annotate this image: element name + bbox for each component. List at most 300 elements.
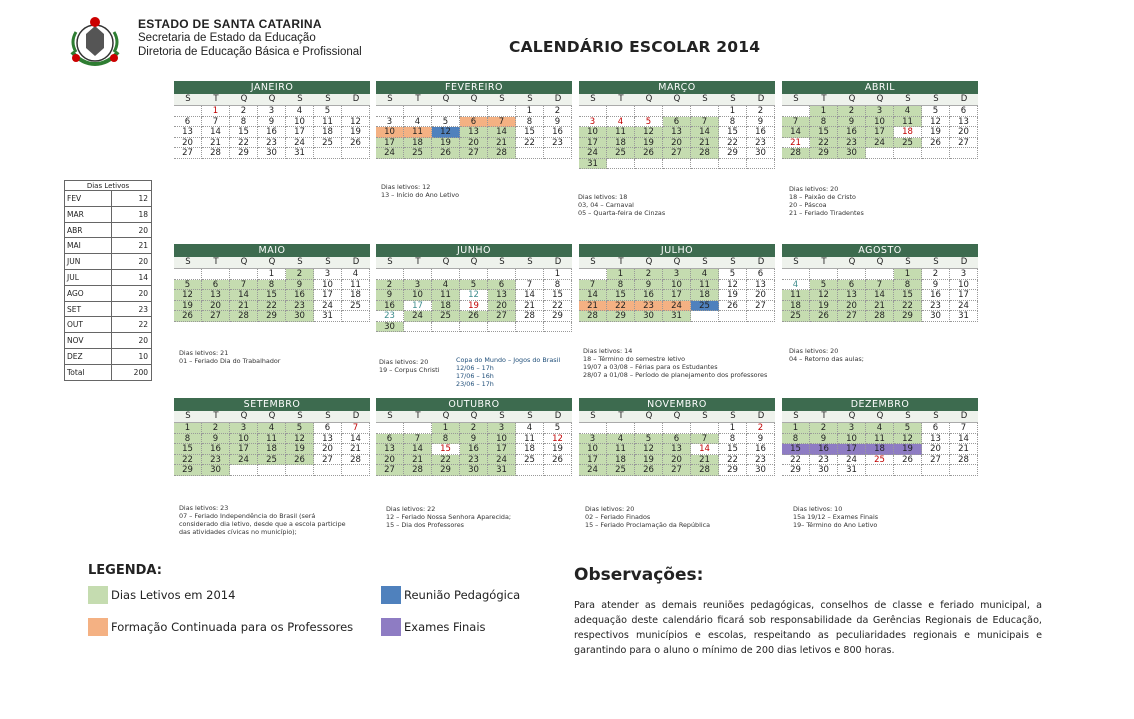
day-cell: 9 (922, 280, 950, 291)
day-cell: 8 (544, 280, 572, 291)
weekday-header (782, 257, 978, 269)
day-cell (404, 423, 432, 434)
day-cell: 31 (488, 465, 516, 476)
day-cell: 9 (258, 117, 286, 128)
dias-letivos-row (64, 348, 152, 365)
day-grid (782, 106, 978, 159)
day-cell: 29 (719, 465, 747, 476)
day-cell (516, 322, 544, 333)
day-cell: 4 (432, 280, 460, 291)
day-cell (719, 159, 747, 170)
day-cell (488, 269, 516, 280)
day-cell (516, 465, 544, 476)
day-cell: 25 (314, 138, 342, 149)
month-title (376, 81, 572, 94)
day-cell: 19 (432, 138, 460, 149)
month-title (376, 398, 572, 411)
day-cell: 31 (663, 311, 691, 322)
day-cell: 16 (202, 444, 230, 455)
weekday-header (376, 94, 572, 106)
day-cell: 26 (544, 455, 572, 466)
day-cell: 2 (922, 269, 950, 280)
day-cell: 13 (663, 127, 691, 138)
month-title (579, 81, 775, 94)
day-cell: 25 (894, 138, 922, 149)
day-cell: 27 (747, 301, 775, 312)
day-cell (202, 269, 230, 280)
weekday-label: Q (848, 257, 856, 267)
day-cell: 19 (174, 301, 202, 312)
day-cell: 8 (810, 117, 838, 128)
day-cell (258, 465, 286, 476)
day-cell: 6 (376, 434, 404, 445)
day-cell: 9 (747, 434, 775, 445)
dias-letivos-month: JUN (65, 254, 112, 269)
day-cell: 3 (488, 423, 516, 434)
dias-letivos-count: 10 (138, 351, 148, 361)
month-abril (782, 81, 978, 159)
day-cell: 20 (663, 138, 691, 149)
day-cell (579, 423, 607, 434)
day-cell (782, 269, 810, 280)
day-cell: 30 (258, 148, 286, 159)
weekday-label: D (960, 94, 968, 104)
day-cell: 28 (488, 148, 516, 159)
day-cell: 9 (544, 117, 572, 128)
day-cell (691, 106, 719, 117)
day-cell: 2 (747, 423, 775, 434)
weekday-header (579, 411, 775, 423)
day-cell: 22 (719, 455, 747, 466)
day-cell: 29 (258, 311, 286, 322)
day-grid (579, 423, 775, 476)
day-cell: 20 (950, 127, 978, 138)
day-cell: 25 (342, 301, 370, 312)
state-crest-icon (66, 12, 124, 70)
day-cell: 3 (866, 106, 894, 117)
month-julho (579, 244, 775, 322)
weekday-label: Q (240, 411, 248, 421)
day-cell: 17 (838, 444, 866, 455)
day-cell: 23 (747, 138, 775, 149)
day-cell: 31 (950, 311, 978, 322)
day-cell: 8 (607, 280, 635, 291)
weekday-label: S (499, 257, 505, 267)
month-name: JANEIRO (250, 82, 294, 93)
day-cell: 30 (838, 148, 866, 159)
day-cell (544, 322, 572, 333)
weekday-label: S (297, 411, 303, 421)
day-cell (286, 465, 314, 476)
day-cell (607, 423, 635, 434)
day-cell: 17 (314, 290, 342, 301)
day-cell: 6 (838, 280, 866, 291)
day-cell: 15 (894, 290, 922, 301)
day-cell: 30 (747, 465, 775, 476)
day-cell: 2 (635, 269, 663, 280)
day-cell: 9 (202, 434, 230, 445)
day-cell: 23 (810, 455, 838, 466)
day-cell: 12 (342, 117, 370, 128)
day-cell: 6 (488, 280, 516, 291)
day-cell: 12 (810, 290, 838, 301)
day-cell: 14 (516, 290, 544, 301)
month-title (174, 244, 370, 257)
day-cell: 3 (258, 106, 286, 117)
weekday-header (782, 94, 978, 106)
day-cell: 26 (432, 148, 460, 159)
legend (88, 563, 162, 578)
day-cell: 1 (719, 106, 747, 117)
month-name: MAIO (258, 245, 286, 256)
month-outubro (376, 398, 572, 476)
day-cell: 27 (488, 311, 516, 322)
day-cell: 28 (202, 148, 230, 159)
weekday-label: S (527, 94, 533, 104)
weekday-label: T (213, 257, 219, 267)
month-agosto (782, 244, 978, 322)
day-cell: 1 (719, 423, 747, 434)
day-cell: 25 (607, 148, 635, 159)
day-cell (342, 465, 370, 476)
day-grid (376, 423, 572, 476)
dias-letivos-month: ABR (65, 223, 112, 238)
day-cell: 14 (691, 127, 719, 138)
day-cell (635, 106, 663, 117)
legend-item-formacao (88, 618, 353, 636)
dias-letivos-count: 20 (138, 336, 148, 346)
weekday-label: S (499, 411, 505, 421)
day-cell: 10 (404, 290, 432, 301)
day-cell: 26 (635, 148, 663, 159)
day-cell: 12 (922, 117, 950, 128)
day-cell (376, 106, 404, 117)
day-cell: 5 (460, 280, 488, 291)
month-name: ABRIL (864, 82, 896, 93)
day-cell (922, 148, 950, 159)
day-cell (922, 465, 950, 476)
day-cell: 26 (719, 301, 747, 312)
weekday-label: S (793, 411, 799, 421)
dias-letivos-count: 21 (138, 241, 148, 251)
day-cell: 24 (663, 301, 691, 312)
header (138, 17, 362, 59)
weekday-label: S (527, 257, 533, 267)
day-cell: 15 (719, 444, 747, 455)
weekday-label: S (297, 94, 303, 104)
weekday-label: S (905, 411, 911, 421)
day-cell: 23 (635, 301, 663, 312)
day-cell: 10 (866, 117, 894, 128)
day-cell: 10 (579, 444, 607, 455)
state-name: ESTADO DE SANTA CATARINA (138, 17, 322, 31)
day-cell: 4 (516, 423, 544, 434)
day-cell: 5 (894, 423, 922, 434)
day-cell: 24 (286, 138, 314, 149)
day-cell: 4 (404, 117, 432, 128)
day-cell: 23 (922, 301, 950, 312)
weekday-label: S (387, 257, 393, 267)
day-cell: 14 (866, 290, 894, 301)
day-grid (782, 269, 978, 322)
day-cell (579, 106, 607, 117)
day-cell (432, 322, 460, 333)
day-cell: 29 (810, 148, 838, 159)
day-cell: 4 (258, 423, 286, 434)
day-cell: 22 (607, 301, 635, 312)
day-cell: 30 (460, 465, 488, 476)
day-cell (376, 269, 404, 280)
day-cell: 7 (691, 117, 719, 128)
dias-letivos-month: OUT (65, 317, 112, 332)
month-notes: Dias letivos: 20 19 – Corpus Christi (379, 358, 440, 374)
day-cell: 3 (376, 117, 404, 128)
day-grid (579, 269, 775, 322)
day-cell: 15 (782, 444, 810, 455)
weekday-label: S (702, 94, 708, 104)
dias-letivos-row (64, 285, 152, 302)
day-cell (607, 159, 635, 170)
day-cell: 6 (663, 117, 691, 128)
weekday-label: S (793, 94, 799, 104)
day-cell: 28 (404, 465, 432, 476)
month-name: FEVEREIRO (445, 82, 503, 93)
day-cell: 14 (404, 444, 432, 455)
day-cell: 11 (894, 117, 922, 128)
day-cell: 20 (747, 290, 775, 301)
weekday-label: Q (268, 411, 276, 421)
day-cell: 12 (719, 280, 747, 291)
day-cell: 28 (579, 311, 607, 322)
day-cell: 8 (432, 434, 460, 445)
day-cell: 17 (488, 444, 516, 455)
day-cell: 9 (635, 280, 663, 291)
day-cell: 19 (635, 138, 663, 149)
day-cell: 6 (174, 117, 202, 128)
month-title (782, 244, 978, 257)
weekday-header (174, 411, 370, 423)
day-cell: 10 (488, 434, 516, 445)
day-cell: 13 (202, 290, 230, 301)
day-cell: 12 (460, 290, 488, 301)
day-cell: 22 (432, 455, 460, 466)
legend-item-reuniao (381, 586, 520, 604)
legend-swatch (381, 586, 401, 604)
day-cell: 14 (950, 434, 978, 445)
day-cell: 7 (342, 423, 370, 434)
month-notes: Dias letivos: 20 02 – Feriado Finados 15 – Feriado Proclamação da República (585, 505, 711, 529)
month-janeiro (174, 81, 370, 159)
day-cell: 26 (810, 311, 838, 322)
weekday-label: Q (442, 257, 450, 267)
day-cell: 2 (202, 423, 230, 434)
dias-letivos-row (64, 269, 152, 286)
weekday-label: T (213, 411, 219, 421)
day-cell: 15 (544, 290, 572, 301)
day-cell (342, 106, 370, 117)
weekday-label: D (554, 94, 562, 104)
day-cell: 11 (607, 444, 635, 455)
month-junho (376, 244, 572, 332)
day-cell: 16 (258, 127, 286, 138)
weekday-label: Q (876, 257, 884, 267)
day-cell: 5 (286, 423, 314, 434)
weekday-header (782, 411, 978, 423)
day-cell: 3 (950, 269, 978, 280)
day-cell: 27 (838, 311, 866, 322)
weekday-label: S (730, 411, 736, 421)
dias-letivos-count: 14 (138, 272, 148, 282)
weekday-label: S (590, 257, 596, 267)
day-cell: 8 (719, 434, 747, 445)
day-cell: 21 (230, 301, 258, 312)
weekday-label: S (933, 94, 939, 104)
day-cell: 20 (922, 444, 950, 455)
month-title (174, 398, 370, 411)
day-cell: 18 (691, 290, 719, 301)
day-cell: 7 (691, 434, 719, 445)
day-cell: 28 (516, 311, 544, 322)
weekday-label: Q (470, 257, 478, 267)
weekday-label: S (527, 411, 533, 421)
day-cell: 1 (432, 423, 460, 434)
day-cell: 1 (258, 269, 286, 280)
weekday-header (376, 411, 572, 423)
day-cell: 15 (432, 444, 460, 455)
day-cell: 10 (230, 434, 258, 445)
weekday-label: S (702, 257, 708, 267)
day-cell: 15 (516, 127, 544, 138)
day-cell (579, 269, 607, 280)
weekday-label: T (415, 94, 421, 104)
day-cell: 28 (342, 455, 370, 466)
day-cell: 17 (230, 444, 258, 455)
day-cell (782, 106, 810, 117)
day-cell: 23 (460, 455, 488, 466)
day-cell (663, 423, 691, 434)
day-cell (432, 106, 460, 117)
day-cell: 12 (174, 290, 202, 301)
weekday-label: Q (876, 411, 884, 421)
day-cell: 19 (810, 301, 838, 312)
day-cell: 23 (258, 138, 286, 149)
day-cell: 12 (432, 127, 460, 138)
day-cell: 26 (174, 311, 202, 322)
day-cell: 15 (230, 127, 258, 138)
legend-label: Exames Finais (404, 620, 486, 634)
day-cell: 1 (544, 269, 572, 280)
day-cell: 18 (607, 138, 635, 149)
day-cell: 19 (635, 455, 663, 466)
month-title (579, 244, 775, 257)
day-cell: 23 (376, 311, 404, 322)
day-cell: 19 (460, 301, 488, 312)
day-cell: 9 (460, 434, 488, 445)
day-cell (950, 148, 978, 159)
day-cell: 18 (432, 301, 460, 312)
day-cell: 22 (894, 301, 922, 312)
day-cell: 17 (950, 290, 978, 301)
day-cell: 28 (691, 465, 719, 476)
day-cell: 21 (782, 138, 810, 149)
day-cell: 18 (607, 455, 635, 466)
day-cell: 26 (922, 138, 950, 149)
dias-letivos-table (64, 180, 152, 381)
day-cell: 31 (579, 159, 607, 170)
weekday-label: Q (240, 257, 248, 267)
day-cell (838, 269, 866, 280)
day-cell: 4 (782, 280, 810, 291)
weekday-label: Q (645, 257, 653, 267)
day-cell: 10 (286, 117, 314, 128)
day-cell: 20 (488, 301, 516, 312)
day-cell: 18 (314, 127, 342, 138)
weekday-label: Q (268, 94, 276, 104)
day-cell: 22 (174, 455, 202, 466)
day-cell: 22 (516, 138, 544, 149)
day-cell: 29 (230, 148, 258, 159)
day-cell: 1 (516, 106, 544, 117)
day-cell (404, 106, 432, 117)
day-cell (866, 148, 894, 159)
weekday-label: Q (442, 94, 450, 104)
weekday-label: S (325, 94, 331, 104)
day-cell (719, 311, 747, 322)
day-cell: 1 (810, 106, 838, 117)
day-cell: 16 (376, 301, 404, 312)
weekday-label: Q (240, 94, 248, 104)
day-cell: 24 (579, 148, 607, 159)
day-cell: 21 (950, 444, 978, 455)
legend-label: Formação Continuada para os Professores (111, 620, 354, 634)
month-setembro (174, 398, 370, 476)
day-cell: 6 (663, 434, 691, 445)
day-cell: 13 (174, 127, 202, 138)
month-dezembro (782, 398, 978, 476)
dias-letivos-count: 18 (138, 209, 148, 219)
day-cell: 11 (691, 280, 719, 291)
day-cell: 27 (663, 465, 691, 476)
day-cell: 1 (174, 423, 202, 434)
day-cell: 4 (286, 106, 314, 117)
day-cell: 5 (810, 280, 838, 291)
weekday-header (174, 257, 370, 269)
day-cell: 29 (894, 311, 922, 322)
day-cell (342, 148, 370, 159)
day-grid (376, 269, 572, 332)
weekday-label: S (185, 411, 191, 421)
day-cell: 18 (782, 301, 810, 312)
day-cell: 11 (314, 117, 342, 128)
day-cell: 6 (314, 423, 342, 434)
legend-item-exames (381, 618, 486, 636)
day-cell: 24 (950, 301, 978, 312)
day-cell: 13 (747, 280, 775, 291)
diretoria: Diretoria de Educação Básica e Profissional (138, 46, 362, 58)
legend-label: Reunião Pedagógica (404, 588, 521, 602)
day-cell: 24 (404, 311, 432, 322)
month-title (174, 81, 370, 94)
day-cell: 27 (922, 455, 950, 466)
day-cell: 21 (691, 138, 719, 149)
dias-letivos-count: 22 (138, 320, 148, 330)
month-notes: Dias letivos: 22 12 – Feriado Nossa Senhora Aparecida; 15 – Dia dos Professores (386, 505, 512, 529)
dias-letivos-count: 20 (138, 257, 148, 267)
weekday-label: Q (268, 257, 276, 267)
day-cell: 17 (286, 127, 314, 138)
day-cell: 9 (286, 280, 314, 291)
day-cell: 26 (342, 138, 370, 149)
